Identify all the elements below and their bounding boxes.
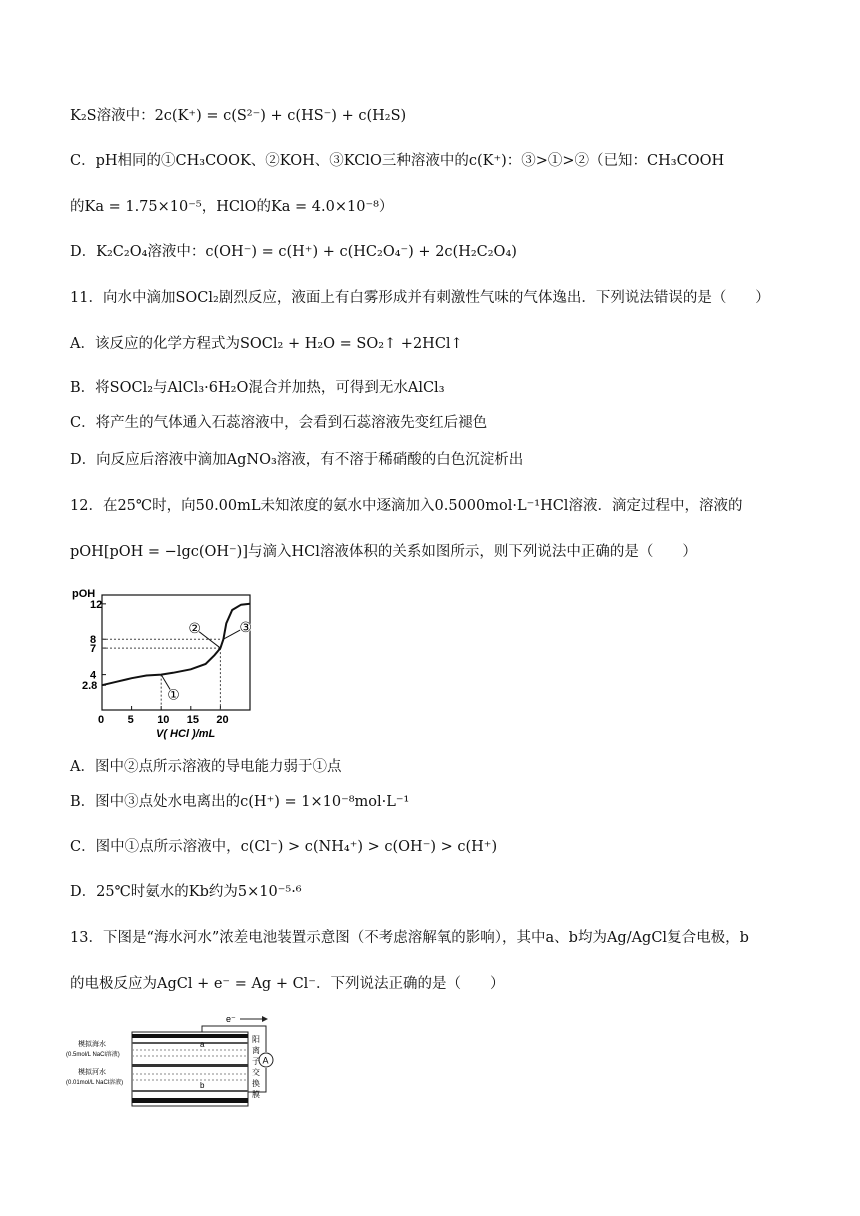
q13-stem-line2: 的电极反应为AgCl + e⁻ = Ag + Cl⁻．下列说法正确的是（ ） <box>70 976 505 992</box>
q10-option-c-text-1: pH相同的①CH₃COOK、②KOH、③KClO三种溶液中的c(K⁺)：③>①>②（已知：CH₃COOH <box>95 153 725 169</box>
riverwater-concentration: (0.01mol/L NaCl溶液) <box>66 1080 124 1086</box>
q10-option-b <box>70 104 406 128</box>
battery-diagram-svg <box>66 1012 286 1112</box>
y-tick-label: 12 <box>90 598 103 611</box>
x-tick-label: 5 <box>127 714 134 726</box>
q10-option-d-label: D． <box>70 244 97 260</box>
membrane-char: 交 <box>252 1068 260 1077</box>
q12-option-c: C．图中①点所示溶液中，c(Cl⁻) > c(NH₄⁺) > c(OH⁻) > c(H⁺) <box>70 839 498 855</box>
q10-option-c-label: C． <box>70 153 96 169</box>
poh-chart-svg <box>68 585 258 745</box>
membrane-char: 阳 <box>252 1035 260 1044</box>
membrane-char: 子 <box>252 1057 260 1066</box>
q12-option-a: A．图中②点所示溶液的导电能力弱于①点 <box>70 759 342 775</box>
x-tick-label: 20 <box>216 714 229 726</box>
q13-battery-figure <box>66 1012 286 1116</box>
point-label: ① <box>167 686 180 703</box>
y-tick-label: 4 <box>90 669 97 682</box>
q11-option-a: A．该反应的化学方程式为SOCl₂ + H₂O = SO₂↑ +2HCl↑ <box>70 336 463 352</box>
q10-option-c-line1 <box>70 149 724 173</box>
electrode-a-plate <box>132 1034 248 1038</box>
q10-option-c-text-2: 的Ka = 1.75×10⁻⁵，HClO的Ka = 4.0×10⁻⁸） <box>70 199 394 215</box>
membrane-char: 膜 <box>252 1090 260 1099</box>
y-tick-label: 8 <box>90 634 97 647</box>
chart-series-line <box>102 604 250 685</box>
q11-option-b: B．将SOCl₂与AlCl₃·6H₂O混合并加热，可得到无水AlCl₃ <box>70 380 445 396</box>
chart-points <box>161 619 252 702</box>
membrane-char: 换 <box>252 1079 260 1088</box>
electrode-a-label: a <box>200 1040 205 1049</box>
membrane-char: 离 <box>252 1046 260 1055</box>
q13-stem-line1: 13．下图是“海水河水”浓差电池装置示意图（不考虑溶解氧的影响），其中a、b均为Ag/AgCl复合电极，b <box>70 930 749 946</box>
q12-chart <box>68 585 258 749</box>
electron-label: e⁻ <box>226 1014 236 1024</box>
ion-exchange-membrane <box>132 1064 248 1067</box>
q11-option-d: D．向反应后溶液中滴加AgNO₃溶液，有不溶于稀硝酸的白色沉淀析出 <box>70 452 524 468</box>
q11-stem: 11．向水中滴加SOCl₂剧烈反应，液面上有白雾形成并有刺激性气味的气体逸出．下列说法错误的是（ ） <box>70 290 770 306</box>
riverwater-label: 模拟河水 <box>78 1069 106 1076</box>
chart-y-axis-label: pOH <box>72 588 96 600</box>
x-tick-label: 0 <box>98 714 105 726</box>
point-label: ② <box>188 620 201 637</box>
q12-stem-line1: 12．在25℃时，向50.00mL未知浓度的氨水中逐滴加入0.5000mol·L⁻¹HCl溶液．滴定过程中，溶液的 <box>70 498 743 514</box>
point-label: ③ <box>239 619 252 636</box>
q10-option-d <box>70 240 517 264</box>
electrode-a-layer <box>132 1042 248 1044</box>
x-tick-label: 15 <box>186 714 200 726</box>
membrane-label <box>252 1035 260 1099</box>
electrode-b-label: b <box>200 1081 205 1090</box>
q11-option-c: C．将产生的气体通入石蕊溶液中，会看到石蕊溶液先变红后褪色 <box>70 415 488 431</box>
q12-option-d: D．25℃时氨水的Kb约为5×10⁻⁵·⁶ <box>70 884 302 900</box>
y-tick-label: 7 <box>90 643 97 656</box>
electrode-b-layer <box>132 1090 248 1092</box>
ammeter-label: A <box>262 1055 269 1066</box>
q12-option-b: B．图中③点处水电离出的c(H⁺) = 1×10⁻⁸mol·L⁻¹ <box>70 794 410 810</box>
q12-stem-line2: pOH[pOH = −lgc(OH⁻)]与滴入HCl溶液体积的关系如图所示，则下列说法中正确的是（ ） <box>70 544 697 560</box>
x-tick-label: 10 <box>157 714 170 726</box>
q10-option-b-text: K₂S溶液中：2c(K⁺) = c(S²⁻) + c(HS⁻) + c(H₂S) <box>70 108 407 124</box>
electrode-b-plate <box>132 1098 248 1103</box>
chart-x-axis-label: V( HCl )/mL <box>156 728 216 740</box>
seawater-label: 模拟海水 <box>78 1041 106 1048</box>
q10-option-c-line2 <box>70 195 393 219</box>
seawater-concentration: (0.5mol/L NaCl溶液) <box>66 1052 120 1058</box>
y-tick-label: 2.8 <box>82 680 98 693</box>
electron-arrow-head <box>262 1016 268 1022</box>
q10-option-d-text: K₂C₂O₄溶液中：c(OH⁻) = c(H⁺) + c(HC₂O₄⁻) + 2c(H₂C₂O₄) <box>96 244 517 260</box>
